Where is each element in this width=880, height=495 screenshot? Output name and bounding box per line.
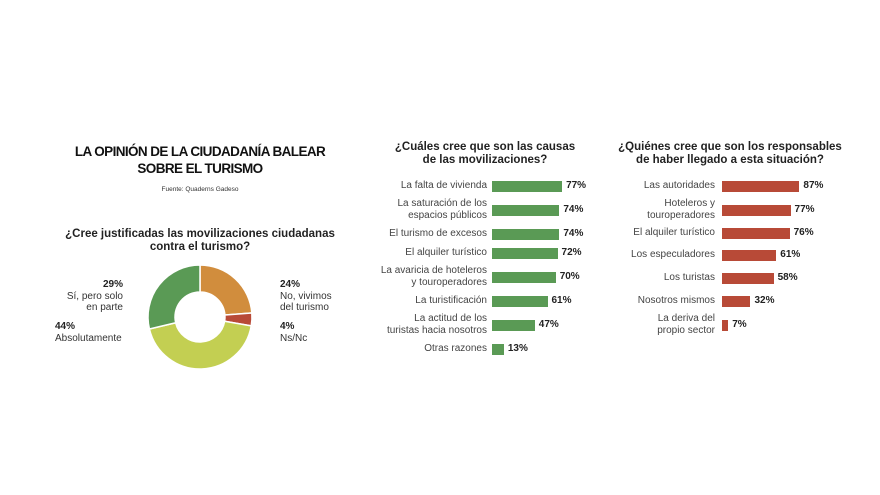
pie-label-text: No, vivimos — [280, 290, 332, 302]
bar-category-label — [327, 228, 487, 240]
pie-chart-title-line2: contra el turismo? — [149, 241, 251, 253]
bar-category-label-line: La actitud de los — [414, 313, 487, 324]
bar-category-label-line: La falta de vivienda — [400, 180, 487, 191]
bar-mark — [492, 344, 504, 355]
bar-category-label — [327, 343, 487, 355]
bar-mark — [722, 320, 728, 331]
pie-label-text: Absolutamente — [55, 332, 122, 344]
pie-chart-title-line1: ¿Cree justificadas las movilizaciones ciudadanas — [65, 228, 335, 240]
pie-label-pct: 29% — [102, 279, 123, 290]
bar-value-label: 7% — [732, 319, 747, 330]
bar-mark — [492, 181, 562, 192]
page-title-line2: SOBRE EL TURISMO — [137, 161, 263, 176]
bar-value-label: 74% — [563, 228, 584, 239]
pie-label-text: Ns/Nc — [280, 332, 308, 344]
bar-mark — [722, 228, 790, 239]
bar-category-label-line: Nosotros mismos — [637, 295, 715, 306]
bar-category-label — [555, 198, 715, 221]
bar-value-label: 77% — [794, 204, 815, 215]
donut-slice-3 — [148, 265, 200, 329]
pie-label-text: del turismo — [280, 302, 329, 313]
pie-label-pct: 4% — [280, 321, 295, 332]
bar-category-label-line: Las autoridades — [643, 180, 715, 191]
causes-chart-title-line2: de las movilizaciones? — [422, 154, 548, 166]
bar-mark — [492, 320, 535, 331]
bar-category-label — [327, 198, 487, 221]
causes-chart-title — [380, 141, 590, 167]
bar-category-label — [555, 295, 715, 307]
bar-category-label — [555, 272, 715, 284]
bar-category-label — [327, 247, 487, 259]
bar-category-label — [555, 227, 715, 239]
bar-value-label: 58% — [777, 272, 798, 283]
bar-category-label — [327, 313, 487, 336]
bar-category-label-line: La turistificación — [415, 295, 487, 306]
source-note: Fuente: Quaderns Gadeso — [161, 186, 239, 193]
bar-category-label — [555, 180, 715, 192]
bar-category-label-line: El alquiler turístico — [405, 247, 487, 258]
bar-category-label — [555, 249, 715, 261]
bar-value-label: 47% — [538, 319, 559, 330]
bar-category-label-line: propio sector — [657, 324, 715, 336]
pie-label-text: Sí, pero solo — [66, 290, 123, 302]
bar-category-label-line: La saturación de los — [397, 198, 487, 209]
bar-category-label-line: La deriva del — [657, 313, 715, 324]
bar-value-label: 13% — [507, 343, 528, 354]
bar-category-label-line: El alquiler turístico — [633, 227, 715, 238]
bar-value-label: 87% — [803, 180, 824, 191]
bar-category-label — [327, 295, 487, 307]
pie-label-si-parte — [55, 279, 123, 314]
bar-category-label — [327, 180, 487, 192]
bar-category-label-line: y touroperadores — [411, 276, 487, 288]
pie-label-pct: 24% — [280, 279, 301, 290]
bar-mark — [492, 205, 559, 216]
bar-value-label: 70% — [559, 271, 580, 282]
bar-category-label-line: El turismo de excesos — [389, 228, 487, 239]
bar-category-label — [555, 313, 715, 336]
bar-value-label: 61% — [551, 295, 572, 306]
bar-mark — [722, 250, 776, 261]
donut-chart — [145, 262, 255, 372]
bar-mark — [492, 248, 558, 259]
pie-label-pct: 44% — [55, 321, 76, 332]
pie-label-text: en parte — [86, 302, 123, 313]
responsibles-chart-title-line2: de haber llegado a esta situación? — [636, 154, 824, 166]
bar-value-label: 74% — [563, 204, 584, 215]
bar-category-label-line: touroperadores — [647, 209, 715, 221]
pie-chart-title — [55, 228, 345, 254]
bar-mark — [722, 296, 750, 307]
bar-value-label: 76% — [793, 227, 814, 238]
bar-mark — [722, 205, 791, 216]
bar-category-label-line: Los especuladores — [631, 249, 715, 260]
causes-chart-title-line1: ¿Cuáles cree que son las causas — [394, 141, 576, 153]
responsibles-chart-title-line1: ¿Quiénes cree que son los responsables — [618, 141, 842, 153]
bar-category-label-line: Los turistas — [663, 272, 715, 283]
bar-category-label-line: Otras razones — [424, 343, 487, 354]
bar-value-label: 32% — [754, 295, 775, 306]
bar-mark — [492, 272, 556, 283]
donut-slice-2 — [149, 321, 251, 369]
page-title-line1: LA OPINIÓN DE LA CIUDADANÍA BALEAR — [74, 144, 326, 159]
page-title — [60, 143, 340, 177]
bar-category-label-line: Hoteleros y — [664, 198, 715, 209]
bar-category-label-line: La avaricia de hoteleros — [380, 265, 487, 276]
bar-category-label-line: turistas hacia nosotros — [386, 324, 487, 336]
bar-category-label — [327, 265, 487, 288]
responsibles-chart-title — [610, 141, 850, 167]
bar-value-label: 72% — [561, 247, 582, 258]
bar-value-label: 61% — [780, 249, 801, 260]
bar-value-label: 77% — [566, 180, 587, 191]
bar-mark — [722, 273, 774, 284]
bar-mark — [492, 229, 559, 240]
bar-mark — [722, 181, 799, 192]
pie-label-absolutamente — [55, 321, 145, 344]
bar-category-label-line: espacios públicos — [408, 209, 487, 221]
bar-mark — [492, 296, 548, 307]
donut-slice-0 — [200, 265, 252, 315]
